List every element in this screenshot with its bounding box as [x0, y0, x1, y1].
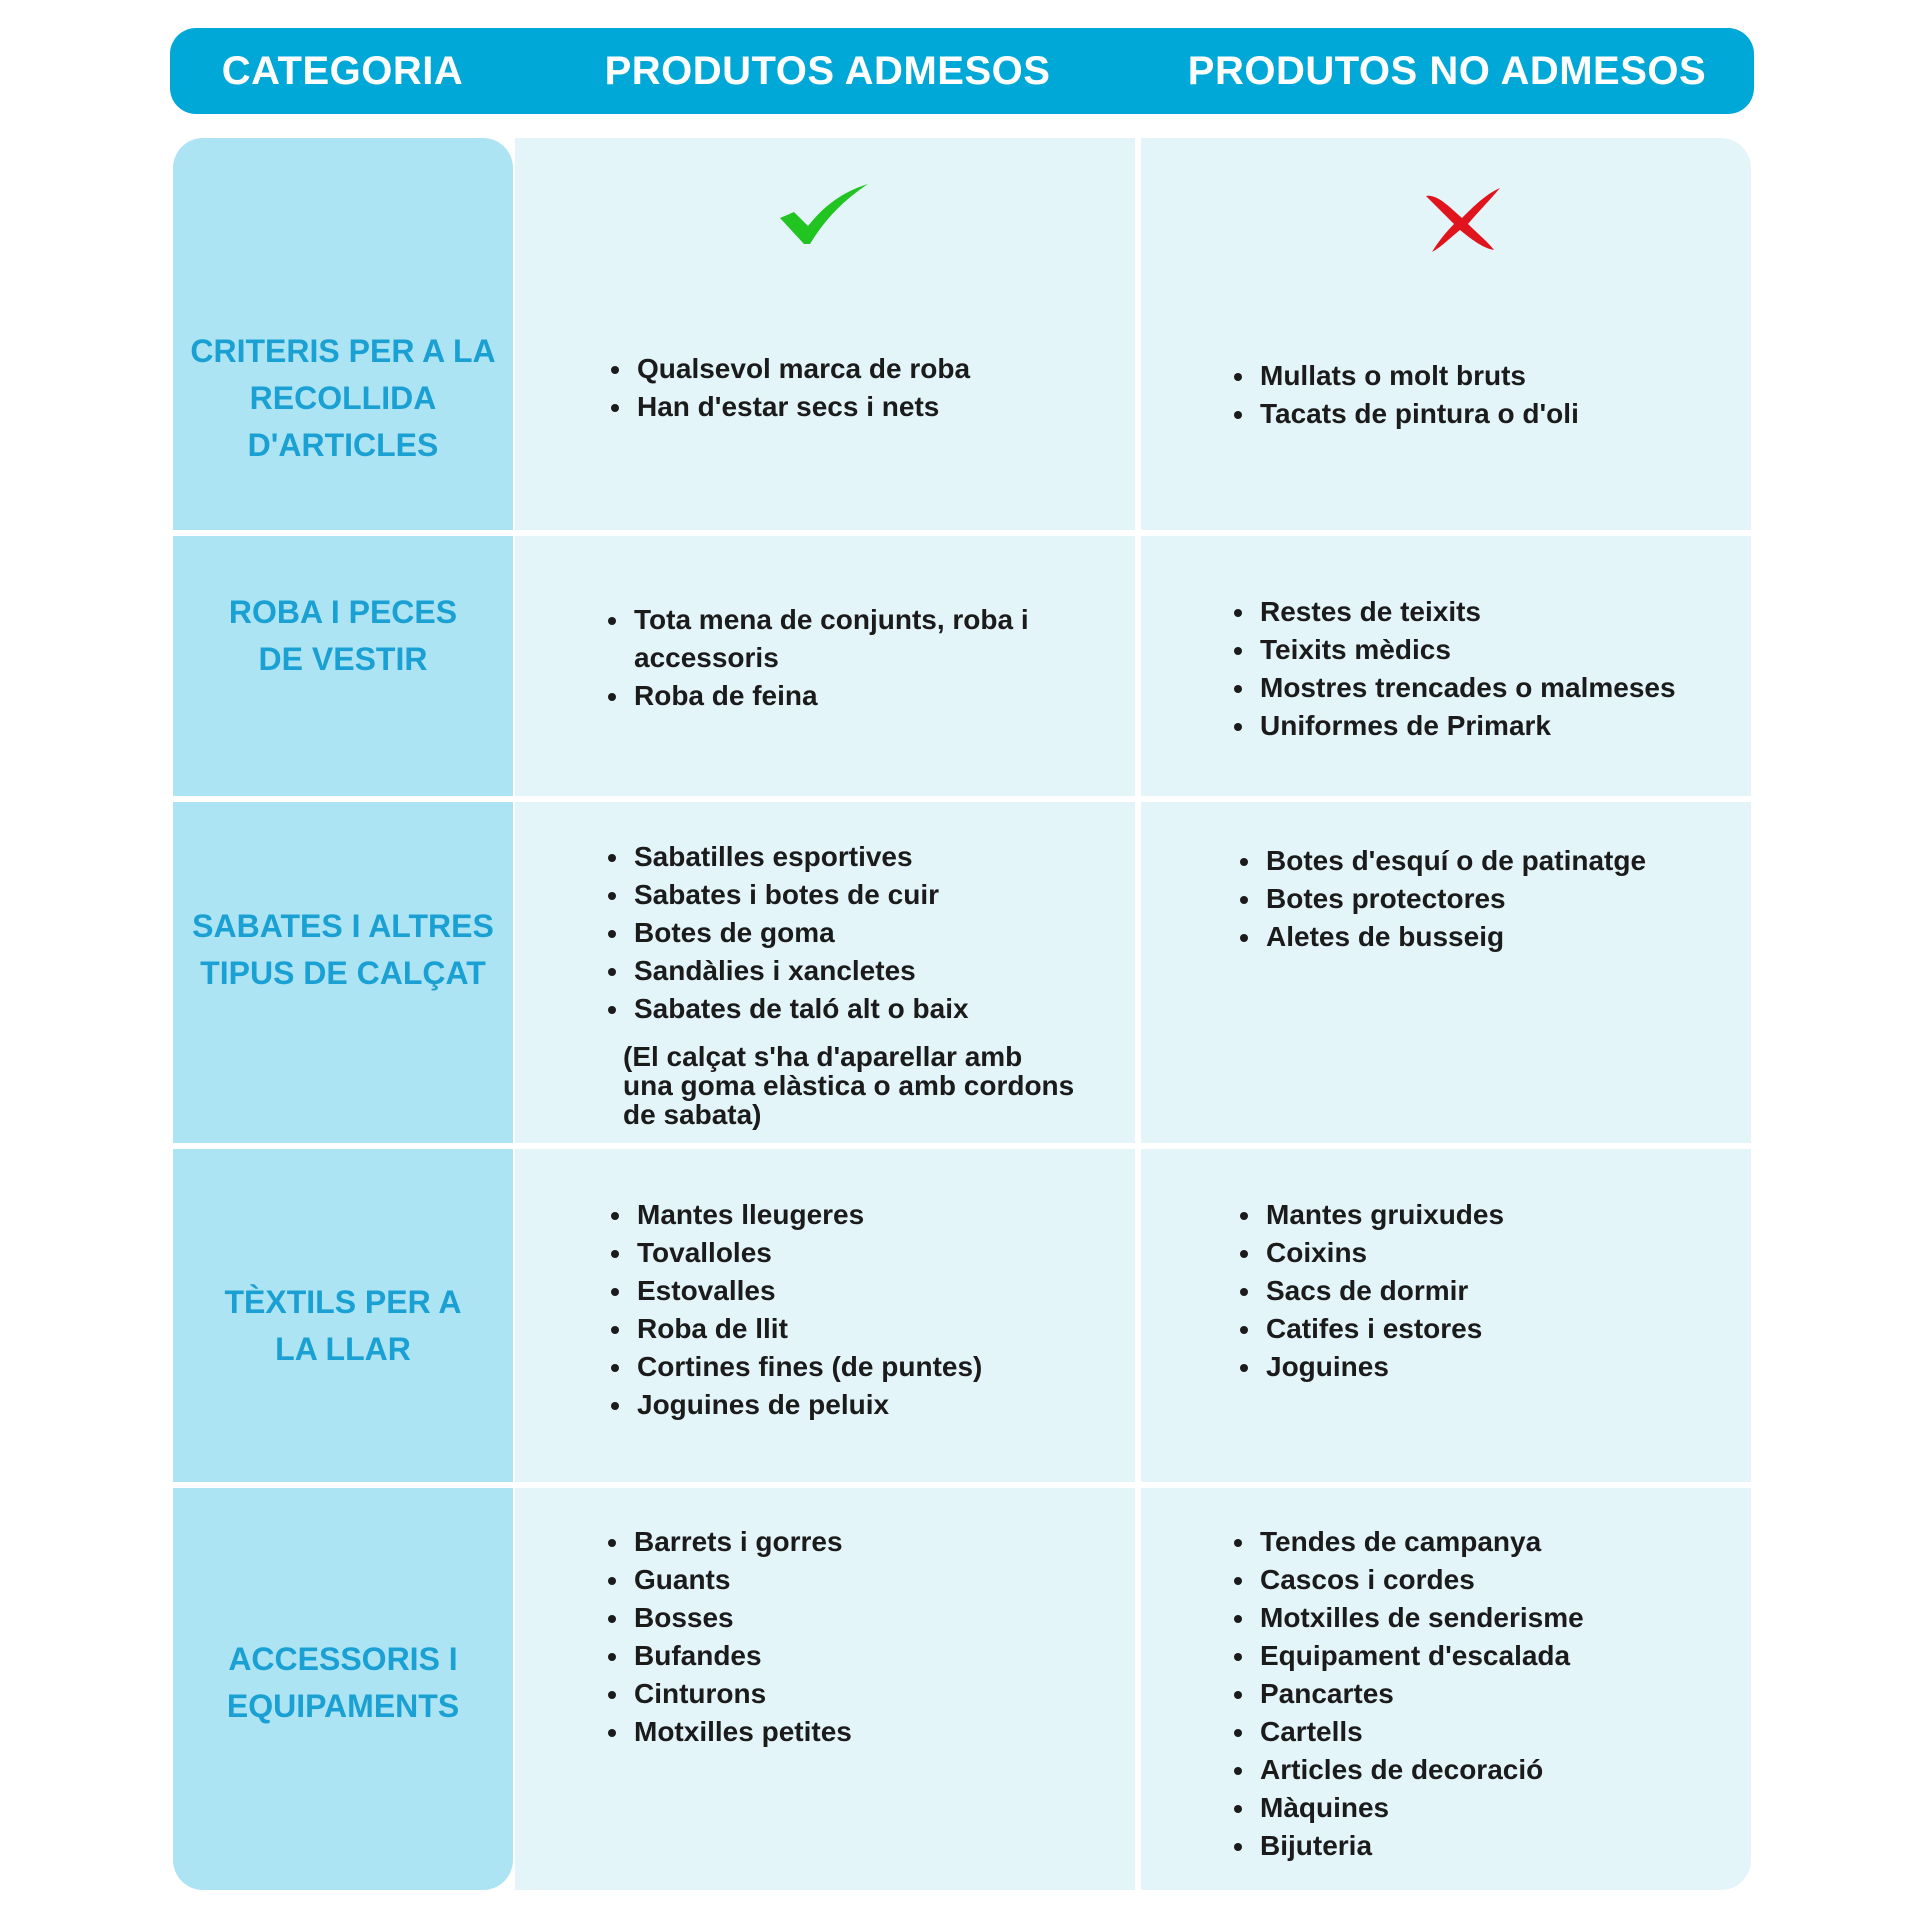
row-divider	[170, 1482, 1754, 1488]
list-item: Botes d'esquí o de patinatge	[1266, 842, 1646, 880]
list-item: Sabates i botes de cuir	[634, 876, 969, 914]
row-divider	[170, 1143, 1754, 1149]
cross-icon	[1420, 186, 1502, 254]
category-accessories: ACCESSORIS I EQUIPAMENTS	[226, 1641, 460, 1724]
footwear-note: (El calçat s'ha d'aparellar amb una goma elàstica o amb cordons de sabata)	[623, 1041, 1075, 1130]
list-item: Motxilles de senderisme	[1260, 1599, 1584, 1637]
list-item: Barrets i gorres	[634, 1523, 852, 1561]
list-item: Roba de feina	[634, 677, 1114, 715]
list-item: Equipament d'escalada	[1260, 1637, 1584, 1675]
list-item: Bijuteria	[1260, 1827, 1584, 1865]
header-admitted: PRODUTOS ADMESOS	[604, 49, 1051, 93]
not-admitted-list-accessories	[1226, 1523, 1584, 1865]
category-home-textiles: TÈXTILS PER A LA LLAR	[224, 1284, 462, 1367]
list-item: Mantes gruixudes	[1266, 1196, 1504, 1234]
list-item: Restes de teixits	[1260, 593, 1676, 631]
header-category: CATEGORIA	[221, 49, 464, 93]
list-item: Pancartes	[1260, 1675, 1584, 1713]
checkmark-icon	[778, 182, 870, 248]
row-divider	[170, 530, 1754, 536]
not-admitted-list-criteria	[1226, 357, 1579, 433]
list-item: Joguines de peluix	[637, 1386, 982, 1424]
list-item: Botes protectores	[1266, 880, 1646, 918]
admitted-list-accessories	[600, 1523, 852, 1751]
category-criteria: CRITERIS PER A LA RECOLLIDA D'ARTICLES	[190, 332, 496, 463]
not-admitted-list-home-textiles	[1232, 1196, 1504, 1386]
list-item: Cartells	[1260, 1713, 1584, 1751]
list-item: Articles de decoració	[1260, 1751, 1584, 1789]
list-item: Han d'estar secs i nets	[637, 388, 970, 426]
list-item: Cortines fines (de puntes)	[637, 1348, 982, 1386]
list-item: Catifes i estores	[1266, 1310, 1504, 1348]
list-item: Bufandes	[634, 1637, 852, 1675]
list-item: Tacats de pintura o d'oli	[1260, 395, 1579, 433]
list-item: Guants	[634, 1561, 852, 1599]
list-item: Roba de llit	[637, 1310, 982, 1348]
admitted-list-footwear	[600, 838, 969, 1028]
list-item: Botes de goma	[634, 914, 969, 952]
list-item: Mantes lleugeres	[637, 1196, 982, 1234]
list-item: Tendes de campanya	[1260, 1523, 1584, 1561]
list-item: Estovalles	[637, 1272, 982, 1310]
list-item: Sacs de dormir	[1266, 1272, 1504, 1310]
list-item: Tota mena de conjunts, roba i accessoris	[634, 601, 1114, 677]
list-item: Motxilles petites	[634, 1713, 852, 1751]
admitted-list-criteria	[603, 350, 970, 426]
list-item: Sabates de taló alt o baix	[634, 990, 969, 1028]
admitted-list-home-textiles	[603, 1196, 982, 1424]
list-item: Joguines	[1266, 1348, 1504, 1386]
list-item: Uniformes de Primark	[1260, 707, 1676, 745]
list-item: Sabatilles esportives	[634, 838, 969, 876]
category-clothing: ROBA I PECES DE VESTIR	[228, 594, 458, 677]
list-item: Aletes de busseig	[1266, 918, 1646, 956]
list-item: Qualsevol marca de roba	[637, 350, 970, 388]
table-header	[170, 28, 1754, 114]
list-item: Mullats o molt bruts	[1260, 357, 1579, 395]
not-admitted-list-clothing	[1226, 593, 1676, 745]
list-item: Sandàlies i xancletes	[634, 952, 969, 990]
category-footwear: SABATES I ALTRES TIPUS DE CALÇAT	[192, 908, 494, 991]
list-item: Mostres trencades o malmeses	[1260, 669, 1676, 707]
list-item: Teixits mèdics	[1260, 631, 1676, 669]
admitted-list-clothing	[600, 601, 1114, 715]
header-not-admitted: PRODUTOS NO ADMESOS	[1187, 49, 1707, 93]
list-item: Coixins	[1266, 1234, 1504, 1272]
list-item: Tovalloles	[637, 1234, 982, 1272]
not-admitted-list-footwear	[1232, 842, 1646, 956]
items-table	[170, 138, 1754, 1890]
list-item: Cascos i cordes	[1260, 1561, 1584, 1599]
list-item: Cinturons	[634, 1675, 852, 1713]
row-divider	[170, 796, 1754, 802]
list-item: Bosses	[634, 1599, 852, 1637]
list-item: Màquines	[1260, 1789, 1584, 1827]
